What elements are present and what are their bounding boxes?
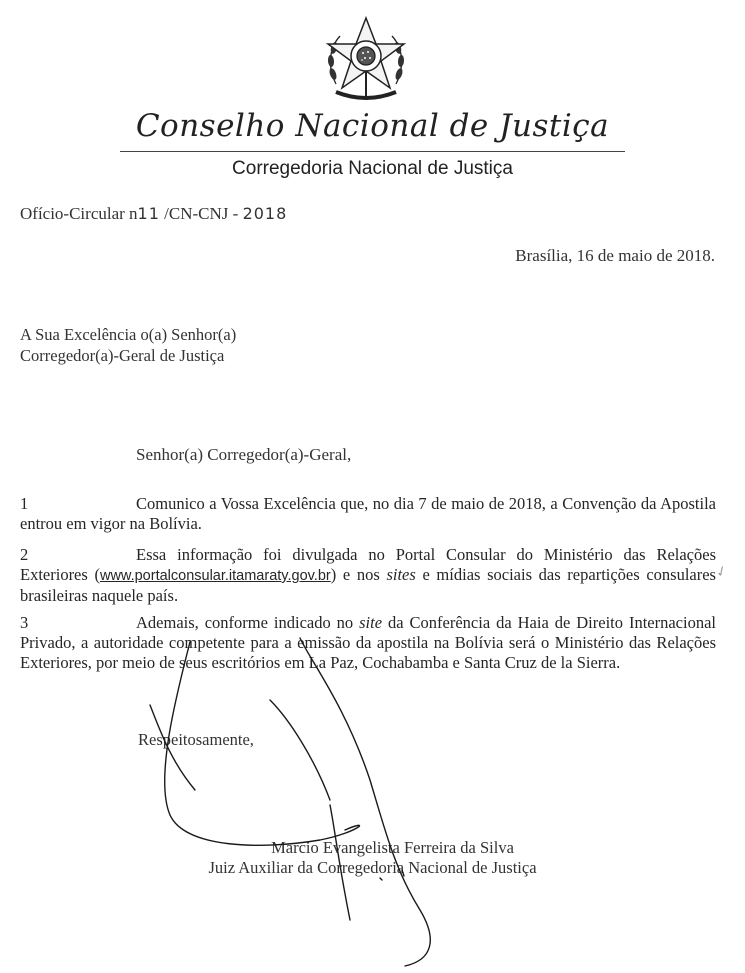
paragraph-number: 2 [20, 545, 29, 564]
reference-year: 2018 [242, 204, 288, 223]
paragraph-text: da Conferência da Haia de Direito Internacional Privado, a autoridade competente para a emissão da apostila na Bolívia será o Ministério das Relações Exteriores, por meio de seus escritórios em La Paz, Cochabamba e Santa Cruz de la Sierra. [20, 613, 716, 672]
signer-block [0, 838, 745, 878]
reference-number: 11 [137, 204, 160, 223]
paragraph-text: Essa informação foi divulgada no Portal Consular do Ministério das Relações Exteriores ( [20, 545, 716, 584]
paragraph-text: ) e nos [330, 565, 387, 584]
recipient-line-2: Corregedor(a)-Geral de Justiça [20, 346, 225, 365]
salutation: Senhor(a) Corregedor(a)-Geral, [136, 445, 352, 464]
coat-of-arms-emblem [318, 14, 414, 104]
date-line: Brasília, 16 de maio de 2018. [515, 246, 715, 265]
reference-prefix: Ofício-Circular n [20, 204, 138, 223]
header-divider [120, 151, 625, 152]
paragraph-text: e mídias sociais das repartições consulares brasileiras naquele país. [20, 565, 716, 605]
reference-suffix: /CN-CNJ - [164, 204, 243, 223]
office-name: Corregedoria Nacional de Justiça [232, 158, 513, 179]
paragraph-number: 3 [20, 613, 29, 632]
paragraph-3 [20, 613, 716, 673]
paragraph-emphasis: sites [386, 565, 416, 584]
closing: Respeitosamente, [138, 730, 254, 749]
paragraph-text: Ademais, conforme indicado no [136, 613, 360, 632]
signer-name: Marcio Evangelista Ferreira da Silva [271, 838, 514, 857]
recipient-block [20, 324, 236, 366]
signer-title: Juiz Auxiliar da Corregedoria Nacional de Justiça [208, 858, 537, 877]
margin-check-mark: ✓ [713, 562, 731, 582]
document-reference [20, 204, 287, 224]
portal-consular-link[interactable]: www.portalconsular.itamaraty.gov.br [99, 568, 331, 584]
paragraph-emphasis: site [359, 613, 383, 632]
paragraph-1 [20, 494, 716, 534]
council-name: Conselho Nacional de Justiça [135, 108, 610, 144]
paragraph-number: 1 [20, 494, 29, 513]
paragraph-text: Comunico a Vossa Excelência que, no dia 7 de maio de 2018, a Convenção da Apostila entrou em vigor na Bolívia. [20, 494, 716, 533]
paragraph-2 [20, 545, 716, 606]
recipient-line-1: A Sua Excelência o(a) Senhor(a) [20, 325, 237, 344]
